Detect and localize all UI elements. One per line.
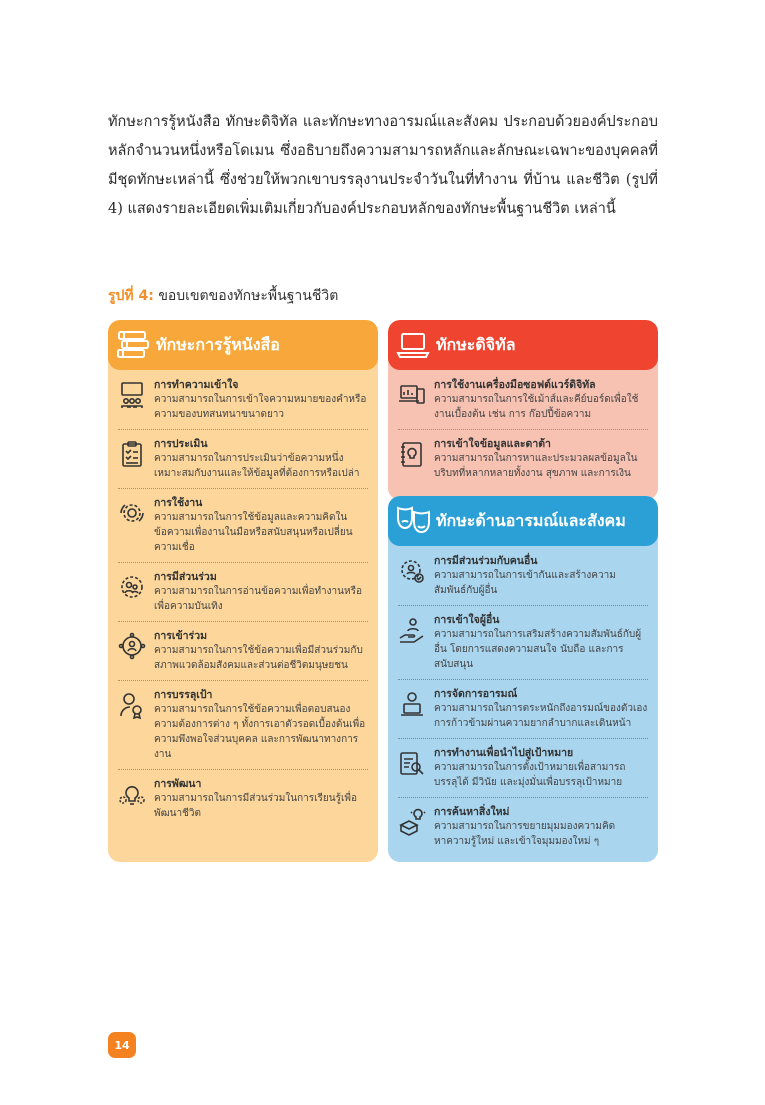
idea-gears-icon: [118, 780, 146, 808]
literacy-item: [118, 777, 368, 828]
community-icon: [118, 632, 146, 660]
item-desc: ความสามารถในการตระหนักถึงอารมณ์ของตัวเอง การก้าวข้ามผ่านความยากลำบากและเดินหน้า: [434, 703, 648, 729]
item-title: การจัดการอารมณ์: [434, 688, 518, 700]
person-medal-icon: [118, 691, 146, 719]
digital-item: [398, 437, 648, 488]
emotional-title: ทักษะด้านอารมณ์และสังคม: [436, 510, 626, 530]
item-desc: ความสามารถในการประเมินว่าข้อความหนึ่งเหมาะสมกับงานและให้ข้อมูลที่ต้องการหรือเปล่า: [154, 453, 360, 479]
item-title: การใช้งานเครื่องมือซอฟต์แวร์ดิจิทัล: [434, 379, 596, 391]
clipboard-search-icon: [398, 749, 426, 777]
literacy-item: [118, 496, 368, 563]
item-desc: ความสามารถในการใช้ข้อความเพื่อตอบสนองความต้องการต่าง ๆ ทั้งการเอาตัวรอดเบื้องต้นเพื่อความพึงพอใจส่วนบุคคล และการพัฒนาทางการงาน: [154, 704, 366, 760]
item-title: การประเมิน: [154, 438, 208, 450]
item-desc: ความสามารถในการเข้ากันและสร้างความสัมพันธ์กับผู้อื่น: [434, 570, 616, 596]
literacy-title: ทักษะการรู้หนังสือ: [156, 334, 280, 354]
item-title: การมีส่วนร่วม: [154, 571, 217, 583]
box-idea-icon: [398, 808, 426, 836]
item-title: การทำงานเพื่อนำไปสู่เป้าหมาย: [434, 747, 574, 759]
figure-caption-text: ขอบเขตของทักษะพื้นฐานชีวิต: [158, 288, 339, 304]
figure-caption: [108, 285, 338, 307]
page-number: 14: [108, 1032, 136, 1058]
item-title: การเข้าใจผู้อื่น: [434, 614, 500, 626]
item-desc: ความสามารถในการเข้าใจความหมายของคำหรือความของบทสนทนาขนาดยาว: [154, 394, 367, 420]
item-title: การเข้าใจข้อมูลและดาต้า: [434, 438, 551, 450]
literacy-item: [118, 570, 368, 622]
item-desc: ความสามารถในการใช้ข้อความเพื่อมีส่วนร่วมกับสภาพแวดล้อมสังคมและส่วนต่อชีวิตมนุษยชน: [154, 645, 363, 671]
emotional-item: [398, 613, 648, 680]
digital-item: [398, 378, 648, 430]
hand-person-icon: [398, 616, 426, 644]
laptop-icon: [396, 329, 430, 361]
emotional-card: [388, 496, 658, 862]
emotional-item: [398, 687, 648, 739]
gear-check-icon: [398, 557, 426, 585]
figure-label: รูปที่ 4:: [108, 288, 154, 304]
people-gear-icon: [118, 573, 146, 601]
item-desc: ความสามารถในการขยายมุมมองความคิด หาความรู้ใหม่ และเข้าใจมุมมองใหม่ ๆ: [434, 821, 616, 847]
literacy-header: [108, 320, 378, 370]
item-desc: ความสามารถในการมีส่วนร่วมในการเรียนรู้เพื่อพัฒนาชีวิต: [154, 793, 357, 819]
item-title: การมีส่วนร่วมกับคนอื่น: [434, 555, 538, 567]
item-title: การค้นหาสิ่งใหม่: [434, 806, 510, 818]
literacy-item: [118, 378, 368, 430]
person-laptop-icon: [398, 690, 426, 718]
checklist-icon: [118, 440, 146, 468]
gear-head-icon: [118, 499, 146, 527]
digital-header: [388, 320, 658, 370]
emotional-header: [388, 496, 658, 546]
item-title: การใช้งาน: [154, 497, 203, 509]
item-desc: ความสามารถในการเสริมสร้างความสัมพันธ์กับผู้อื่น โดยการแสดงความสนใจ นับถือ และการสนับสนุน: [434, 629, 642, 670]
theater-masks-icon: [394, 502, 434, 540]
literacy-card: [108, 320, 378, 862]
digital-card: [388, 320, 658, 500]
digital-title: ทักษะดิจิทัล: [436, 334, 516, 354]
literacy-item: [118, 688, 368, 770]
laptop-chart-icon: [398, 381, 426, 409]
presentation-icon: [118, 381, 146, 409]
intro-paragraph: ทักษะการรู้หนังสือ ทักษะดิจิทัล และทักษะทางอารมณ์และสังคม ประกอบด้วยองค์ประกอบหลักจำนวนหนึ่งหรือโดเมน ซึ่งอธิบายถึงความสามารถหลักและลักษณะเฉพาะของบุคคลที่มีชุดทักษะเหล่านี้ ซึ่งช่วยให้พวกเขาบรรลุงานประจำวันในที่ทำงาน ที่บ้าน และชีวิต (รูปที่ 4) แสดงรายละเอียดเพิ่มเติมเกี่ยวกับองค์ประกอบหลักของทักษะพื้นฐานชีวิต เหล่านี้: [108, 114, 658, 217]
item-title: การเข้าร่วม: [154, 630, 208, 642]
notebook-idea-icon: [398, 440, 426, 468]
emotional-item: [398, 554, 648, 606]
literacy-item: [118, 437, 368, 489]
item-desc: ความสามารถในการใช้เม้าส์และคีย์บอร์ดเพื่อใช้งานเบื้องต้น เช่น การ ก๊อปปี้ข้อความ: [434, 394, 639, 420]
emotional-item: [398, 805, 648, 856]
item-title: การบรรลุเป้า: [154, 689, 213, 701]
item-desc: ความสามารถในการอ่านข้อความเพื่อทำงานหรือเพื่อความบันเทิง: [154, 586, 362, 612]
literacy-item: [118, 629, 368, 681]
item-desc: ความสามารถในการหาและประมวลผลข้อมูลในบริบทที่หลากหลายทั้งงาน สุขภาพ และการเงิน: [434, 453, 638, 479]
item-title: การพัฒนา: [154, 778, 202, 790]
item-desc: ความสามารถในการตั้งเป้าหมายเพื่อสามารถบรรลุได้ มีวินัย และมุ่งมั่นเพื่อบรรลุเป้าหมาย: [434, 762, 626, 788]
emotional-item: [398, 746, 648, 798]
item-title: การทำความเข้าใจ: [154, 379, 239, 391]
item-desc: ความสามารถในการใช้ข้อมูลและความคิดในข้อความเพื่องานในมือหรือสนับสนุนหรือเปลี่ยนความเชื่อ: [154, 512, 353, 553]
books-icon: [116, 329, 150, 361]
